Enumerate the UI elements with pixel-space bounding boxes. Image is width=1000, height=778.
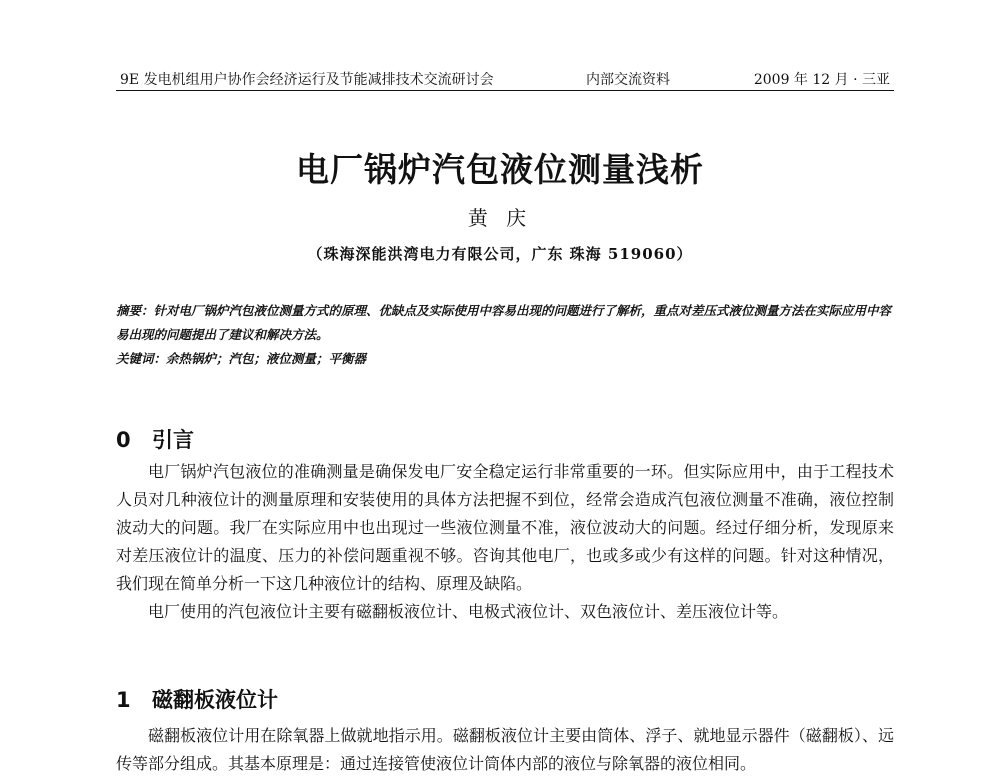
section-title: 引言 xyxy=(152,428,194,452)
section-number: 1 xyxy=(116,688,131,712)
paragraph: 磁翻板液位计用在除氧器上做就地指示用。磁翻板液位计主要由筒体、浮子、就地显示器件（磁翻板）、远传等部分组成。其基本原理是：通过连接管使液位计筒体内部的液位与除氧器的液位相同。 xyxy=(116,726,894,773)
paper-title: 电厂锅炉汽包液位测量浅析 xyxy=(296,150,704,189)
section-number: 0 xyxy=(116,428,131,452)
section-heading-0 xyxy=(116,426,194,454)
running-header xyxy=(116,70,894,91)
header-internal-note: 内部交流资料 xyxy=(586,72,670,88)
header-date-place: 2009 年 12 月 · 三亚 xyxy=(753,72,890,88)
header-conference: 9E 发电机组用户协作会经济运行及节能减排技术交流研讨会 xyxy=(120,72,494,88)
section-title: 磁翻板液位计 xyxy=(152,688,278,712)
abstract-text: 摘要：针对电厂锅炉汽包液位测量方式的原理、优缺点及实际使用中容易出现的问题进行了解析，重点对差压式液位测量方法在实际应用中容易出现的问题提出了建议和解决方法。 xyxy=(116,303,892,342)
keywords: 关键词：余热锅炉；汽包；液位测量；平衡器 xyxy=(116,351,367,366)
paragraph: 电厂使用的汽包液位计主要有磁翻板液位计、电极式液位计、双色液位计、差压液位计等。 xyxy=(148,602,789,621)
section-body-0 xyxy=(116,458,894,626)
abstract-block xyxy=(116,299,894,371)
section-body-1 xyxy=(116,722,894,778)
section-heading-1 xyxy=(116,686,278,714)
paper-author: 黄 庆 xyxy=(467,206,533,230)
paragraph: 电厂锅炉汽包液位的准确测量是确保发电厂安全稳定运行非常重要的一环。但实际应用中，由于工程技术人员对几种液位计的测量原理和安装使用的具体方法把握不到位，经常会造成汽包液位测量不准确，液位控制波动大的问题。我厂在实际应用中也出现过一些液位测量不准，液位波动大的问题。经过仔细分析，发现原来对差压液位计的温度、压力的补偿问题重视不够。咨询其他电厂，也或多或少有这样的问题。针对这种情况，我们现在简单分析一下这几种液位计的结构、原理及缺陷。 xyxy=(116,462,894,593)
paper-affiliation: （珠海深能洪湾电力有限公司，广东 珠海 519060） xyxy=(307,245,693,263)
